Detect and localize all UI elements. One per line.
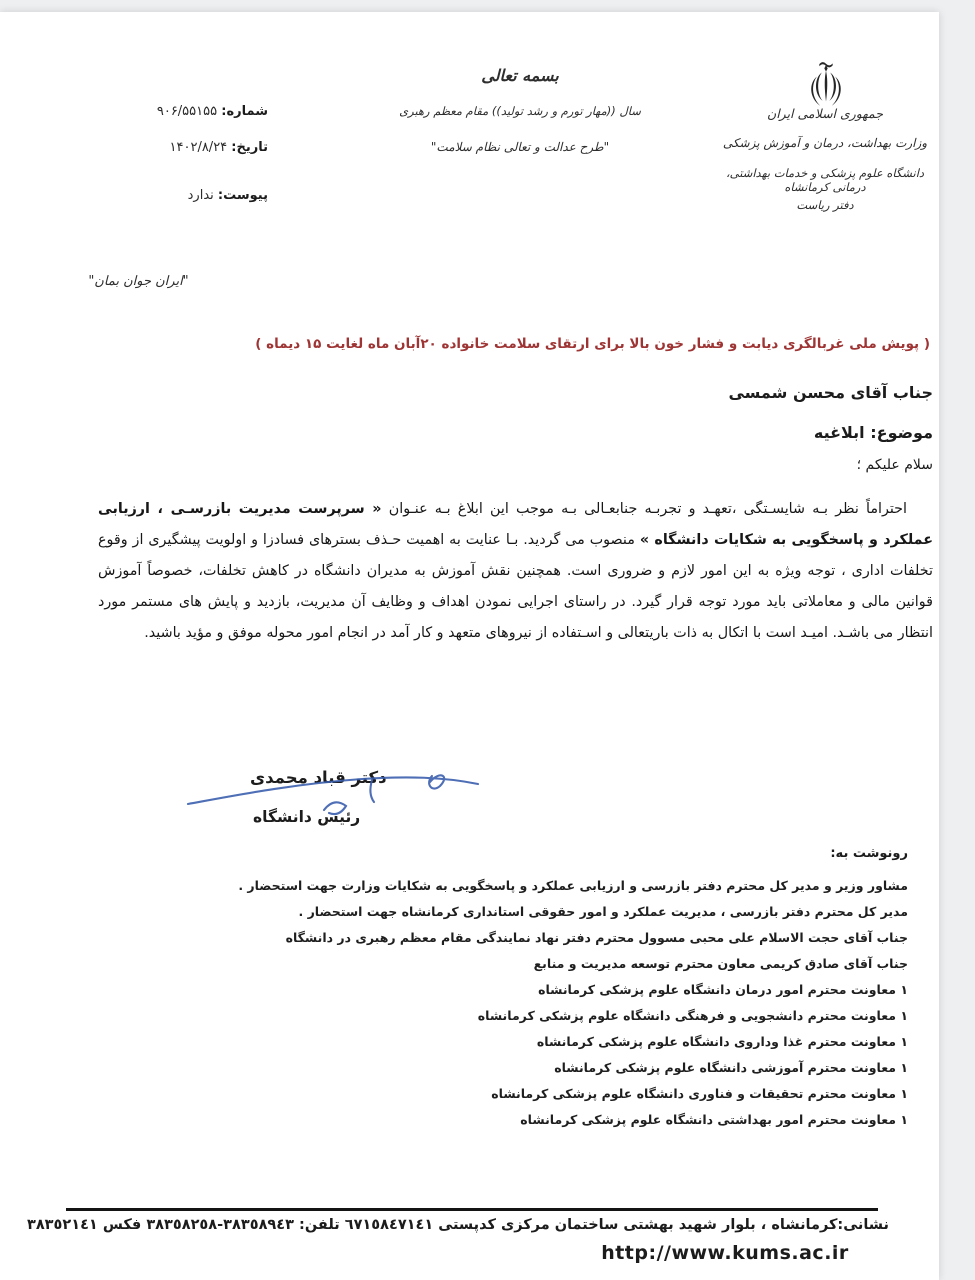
cc-item: ۱ معاونت محترم امور درمان دانشگاه علوم پزشکی کرمانشاه bbox=[538, 982, 908, 997]
subject-line: موضوع: ابلاغیه bbox=[813, 423, 933, 442]
cc-item: جناب آقای حجت الاسلام علی محبی مسوول محترم دفتر نهاد نمایندگی مقام معظم رهبری در دانشگاه bbox=[285, 930, 908, 945]
letter-date-row bbox=[88, 140, 268, 155]
besmele-line: بسمه تعالی bbox=[481, 66, 559, 85]
cc-label: رونوشت به: bbox=[830, 846, 908, 861]
letter-number-label: شماره: bbox=[221, 104, 268, 119]
cc-item: مدیر کل محترم دفتر بازرسی ، مدیریت عملکرد و امور حقوقی استانداری کرمانشاه جهت استحضار . bbox=[298, 904, 908, 919]
org-country: جمهوری اسلامی ایران bbox=[767, 106, 883, 121]
org-office: دفتر ریاست bbox=[796, 198, 854, 212]
salutation-line: سلام علیکم ؛ bbox=[856, 457, 933, 473]
screening-campaign-notice: ( پویش ملی غربالگری دیابت و فشار خون بالا برای ارتقای سلامت خانواده ۲۰آبان ماه لغایت ۱۵ دیماه ) bbox=[255, 336, 930, 352]
handwritten-signature-icon bbox=[182, 760, 492, 820]
letter-attachment-row bbox=[88, 188, 268, 203]
body-appointment-title: « سرپرست مدیریت بازرسـی ، ارزیابی عملکرد و پاسخگویی به شکایات دانشگاه » bbox=[98, 501, 934, 548]
letter-date-label: تاریخ: bbox=[231, 140, 268, 155]
footer-address-line: نشانی:کرمانشاه ، بلوار شهید بهشتی ساختمان مرکزی کدپستی ٦٧١٥٨٤٧١٤١ تلفن: ٣٨٣٥٨٩٤٣-٣٨٣٥٨٢٥٨ فکس ٣٨٣٥٢١٤١ bbox=[26, 1217, 889, 1233]
cc-item: ۱ معاونت محترم دانشجویی و فرهنگی دانشگاه علوم پزشکی کرمانشاه bbox=[477, 1008, 908, 1023]
cc-item: ۱ معاونت محترم تحقیقات و فناوری دانشگاه علوم پزشکی کرمانشاه bbox=[491, 1086, 908, 1101]
cc-item: مشاور وزیر و مدیر کل محترم دفتر بازرسی و ارزیابی عملکرد و پاسخگویی به شکایات وزارت جهت استحضار . bbox=[238, 878, 908, 893]
letter-number-value: ۹۰۶/۵۵۱۵۵ bbox=[156, 104, 218, 119]
org-ministry: وزارت بهداشت، درمان و آموزش پزشکی bbox=[722, 136, 928, 150]
year-slogan-line: سال ((مهار تورم و رشد تولید)) مقام معظم رهبری bbox=[399, 104, 641, 118]
footer-website-url: http://www.kums.ac.ir bbox=[601, 1242, 849, 1264]
cc-item: جناب آقای صادق کریمی معاون محترم توسعه مدیریت و منابع bbox=[533, 956, 908, 971]
signer-title: رئیس دانشگاه bbox=[253, 808, 361, 826]
recipient-name: جناب آقای محسن شمسی bbox=[728, 383, 933, 402]
letter-attachment-label: پیوست: bbox=[217, 188, 268, 203]
footer-divider bbox=[66, 1208, 878, 1211]
cc-item: ۱ معاونت محترم امور بهداشتی دانشگاه علوم پزشکی کرمانشاه bbox=[520, 1112, 908, 1127]
letter-attachment-value: ندارد bbox=[187, 188, 214, 203]
letter-number-row bbox=[88, 104, 268, 119]
iran-stay-young-slogan: "ایران جوان بمان" bbox=[88, 274, 189, 289]
body-intro-text: احتراماً نظر بـه شایسـتگی ،تعهـد و تجربـه جنابعـالی بـه موجب این ابلاغ بـه عنـوان bbox=[381, 501, 907, 517]
letter-date-value: ۱۴۰۲/۸/۲۴ bbox=[169, 140, 228, 155]
cc-item: ۱ معاونت محترم غذا وداروی دانشگاه علوم پزشکی کرمانشاه bbox=[536, 1034, 908, 1049]
signer-name: دکتر قباد محمدی bbox=[250, 768, 387, 787]
letter-body-paragraph bbox=[98, 494, 933, 649]
health-plan-slogan-line: "طرح عدالت و تعالی نظام سلامت" bbox=[430, 140, 610, 154]
cc-item: ۱ معاونت محترم آموزشی دانشگاه علوم پزشکی کرمانشاه bbox=[554, 1060, 908, 1075]
body-rest-text: منصوب می گردید. بـا عنایت به اهمیت حـذف بسترهای فسادزا و اولویت پیشگیری از وقوع تخلفات اداری ، توجه ویژه به این امور لازم و ضروری است. همچنین نقش آموزش به مدیران دانشگاه در کاهش تخلفات، خصوصاً آموزش قوانین مالی و معاملاتی باید مورد توجه قرار گیرد. در راستای اجرایی نمودن اهداف و وظایف آن مدیریت، بازدید و پایش های مستمر مورد انتظار می باشـد. امیـد است با اتکال به ذات باریتعالی و اسـتفاده از نیروهای متعهد و کار آمد در انجام امور محوله موفق و مؤید باشید. bbox=[98, 532, 933, 641]
cc-list bbox=[238, 873, 908, 1133]
letter-paper bbox=[0, 12, 939, 1280]
org-university: دانشگاه علوم پزشکی و خدمات بهداشتی، درمانی کرمانشاه bbox=[725, 166, 925, 194]
iran-emblem-icon bbox=[800, 60, 852, 110]
